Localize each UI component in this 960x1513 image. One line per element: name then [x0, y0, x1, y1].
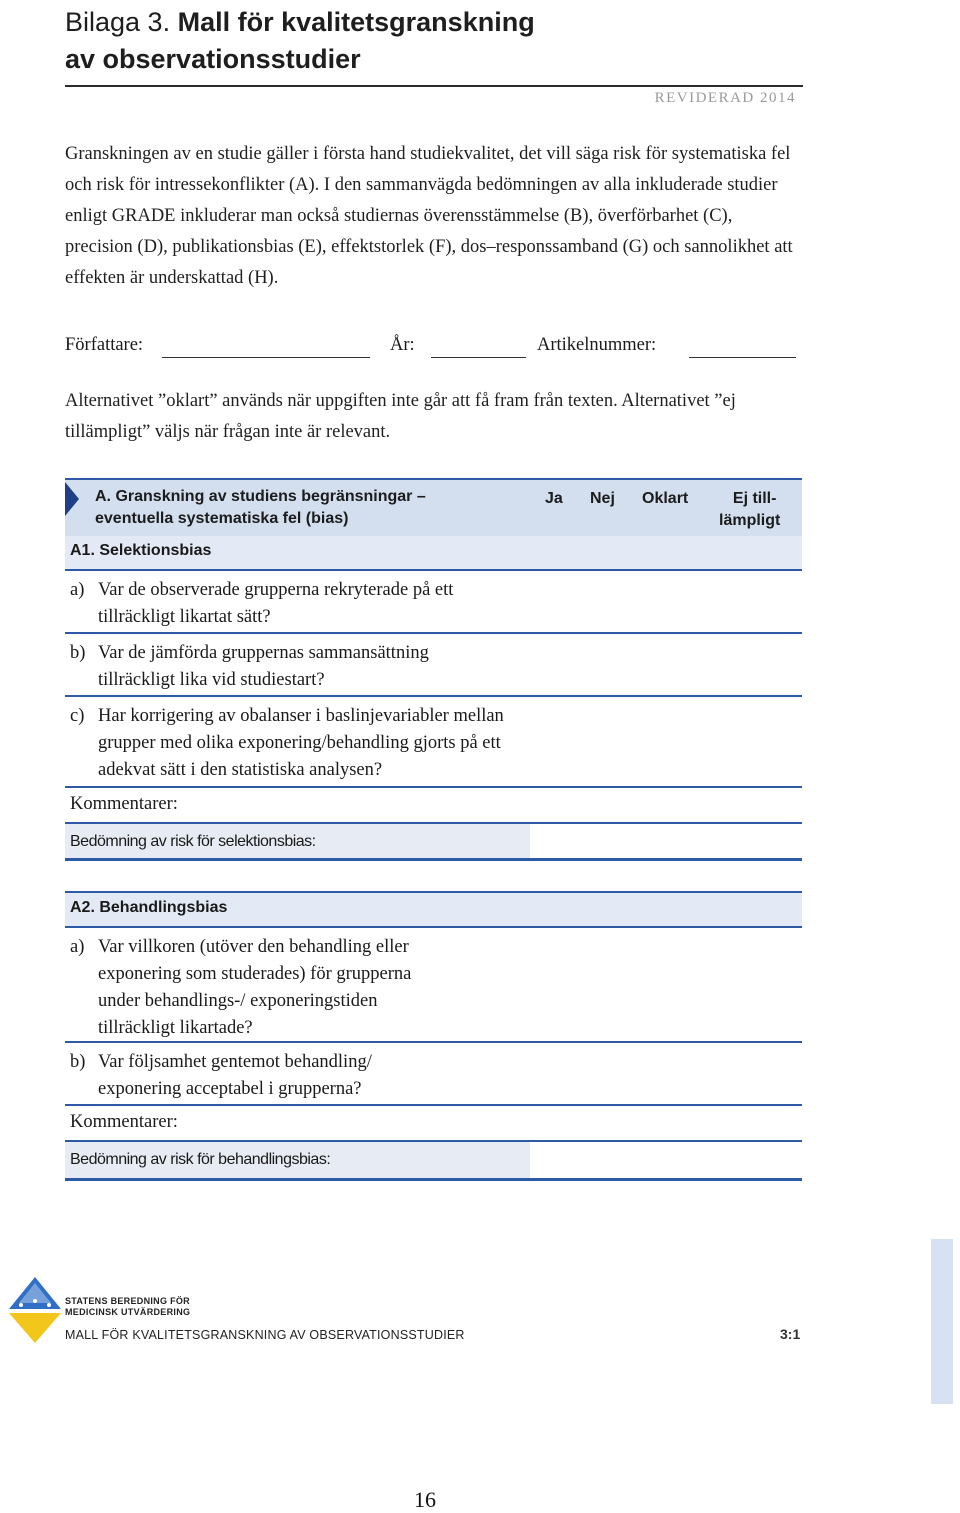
- column-no: Nej: [590, 490, 615, 507]
- question-text: Var följsamhet gentemot behandling/ exponering acceptabel i grupperna?: [98, 1052, 372, 1099]
- question-text: Har korrigering av obalanser i baslinjevariabler mellan grupper med olika exponering/behandling gjorts på ett adekvat sätt i den statistiska analysen?: [98, 706, 504, 780]
- rating-label: Bedömning av risk för behandlingsbias:: [70, 1151, 331, 1168]
- title-main: Mall för kvalitetsgranskning: [177, 7, 535, 37]
- revised-label: REVIDERAD 2014: [654, 90, 796, 106]
- table-heading: [95, 486, 426, 530]
- table-heading-line-2: eventuella systematiska fel (bias): [95, 510, 349, 527]
- question-text: Var de jämförda gruppernas sammansättning tillräckligt lika vid studiestart?: [98, 643, 429, 690]
- table-row: [65, 695, 802, 787]
- article-number-label: Artikelnummer:: [537, 335, 657, 355]
- section-title: A1. Selektionsbias: [70, 542, 212, 559]
- column-na-line-1: Ej till-: [732, 490, 777, 507]
- year-field[interactable]: [431, 357, 526, 358]
- instructions-paragraph: Alternativet ”oklart” används när uppgiften inte går att få fram från texten. Alternativet ”ej tillämpligt” väljs när frågan inte är relevant.: [65, 391, 736, 442]
- table-row: [65, 569, 802, 632]
- page-title: [65, 4, 685, 78]
- table-row: [65, 632, 802, 695]
- section-title: A2. Behandlingsbias: [70, 899, 228, 916]
- question-letter: a): [70, 580, 85, 600]
- question-text: Var villkoren (utöver den behandling eller exponering som studerades) för grupperna under behandlings-/ exponeringstiden tillräckligt likartade?: [98, 937, 412, 1038]
- year-label: År:: [390, 335, 415, 355]
- organization-name: STATENS BEREDNING FÖR MEDICINSK UTVÄRDERING: [65, 1296, 191, 1317]
- column-na-line-2: lämpligt: [719, 512, 781, 529]
- question-letter: b): [70, 1052, 86, 1072]
- question-letter: c): [70, 706, 85, 726]
- table-header: [65, 478, 802, 538]
- comments-row[interactable]: [65, 786, 802, 823]
- column-unclear: Oklart: [642, 490, 689, 507]
- comments-label: Kommentarer:: [70, 794, 178, 814]
- comments-label: Kommentarer:: [70, 1112, 178, 1132]
- title-line-2: av observationsstudier: [65, 44, 361, 74]
- intro-paragraph: Granskningen av en studie gäller i första hand studiekvalitet, det vill säga risk för systematiska fel och risk för intressekonflikter (A). I den sammanvägda bedömningen av alla inkluderade studier enligt GRADE inkluderar man också studiernas överensstämmelse (B), överförbarhet (C), precision (D), publikationsbias (E), effektstorlek (F), dos–responssamband (G) och sannolikhet att effekten är underskattad (H).: [65, 144, 793, 288]
- arrow-marker-icon: [65, 482, 79, 516]
- side-tab-marker: [931, 1239, 953, 1404]
- comments-row[interactable]: [65, 1104, 802, 1141]
- sbu-logo-icon: [7, 1275, 63, 1345]
- section-header-a1: [65, 536, 802, 569]
- table-heading-line-1: A. Granskning av studiens begränsningar –: [95, 488, 426, 505]
- table-row: [65, 926, 802, 1042]
- title-divider: [65, 85, 803, 87]
- article-number-field[interactable]: [689, 357, 796, 358]
- footer-page-reference: 3:1: [780, 1326, 801, 1342]
- footer-document-title: MALL FÖR KVALITETSGRANSKNING AV OBSERVATIONSSTUDIER: [65, 1328, 465, 1342]
- rating-row[interactable]: [65, 1140, 802, 1181]
- column-not-applicable: [719, 488, 780, 532]
- author-field[interactable]: [162, 357, 370, 358]
- question-letter: a): [70, 937, 85, 957]
- study-metadata-row: [65, 335, 805, 365]
- column-yes: Ja: [545, 490, 563, 507]
- rating-row[interactable]: [65, 822, 802, 861]
- question-letter: b): [70, 643, 86, 663]
- author-label: Författare:: [65, 335, 144, 355]
- section-header-a2: [65, 891, 802, 926]
- appendix-label: Bilaga 3.: [65, 7, 171, 37]
- question-text: Var de observerade grupperna rekryterade på ett tillräckligt likartat sätt?: [98, 580, 454, 627]
- page-number: 16: [414, 1487, 436, 1512]
- table-row: [65, 1041, 802, 1105]
- rating-label: Bedömning av risk för selektionsbias:: [70, 833, 316, 850]
